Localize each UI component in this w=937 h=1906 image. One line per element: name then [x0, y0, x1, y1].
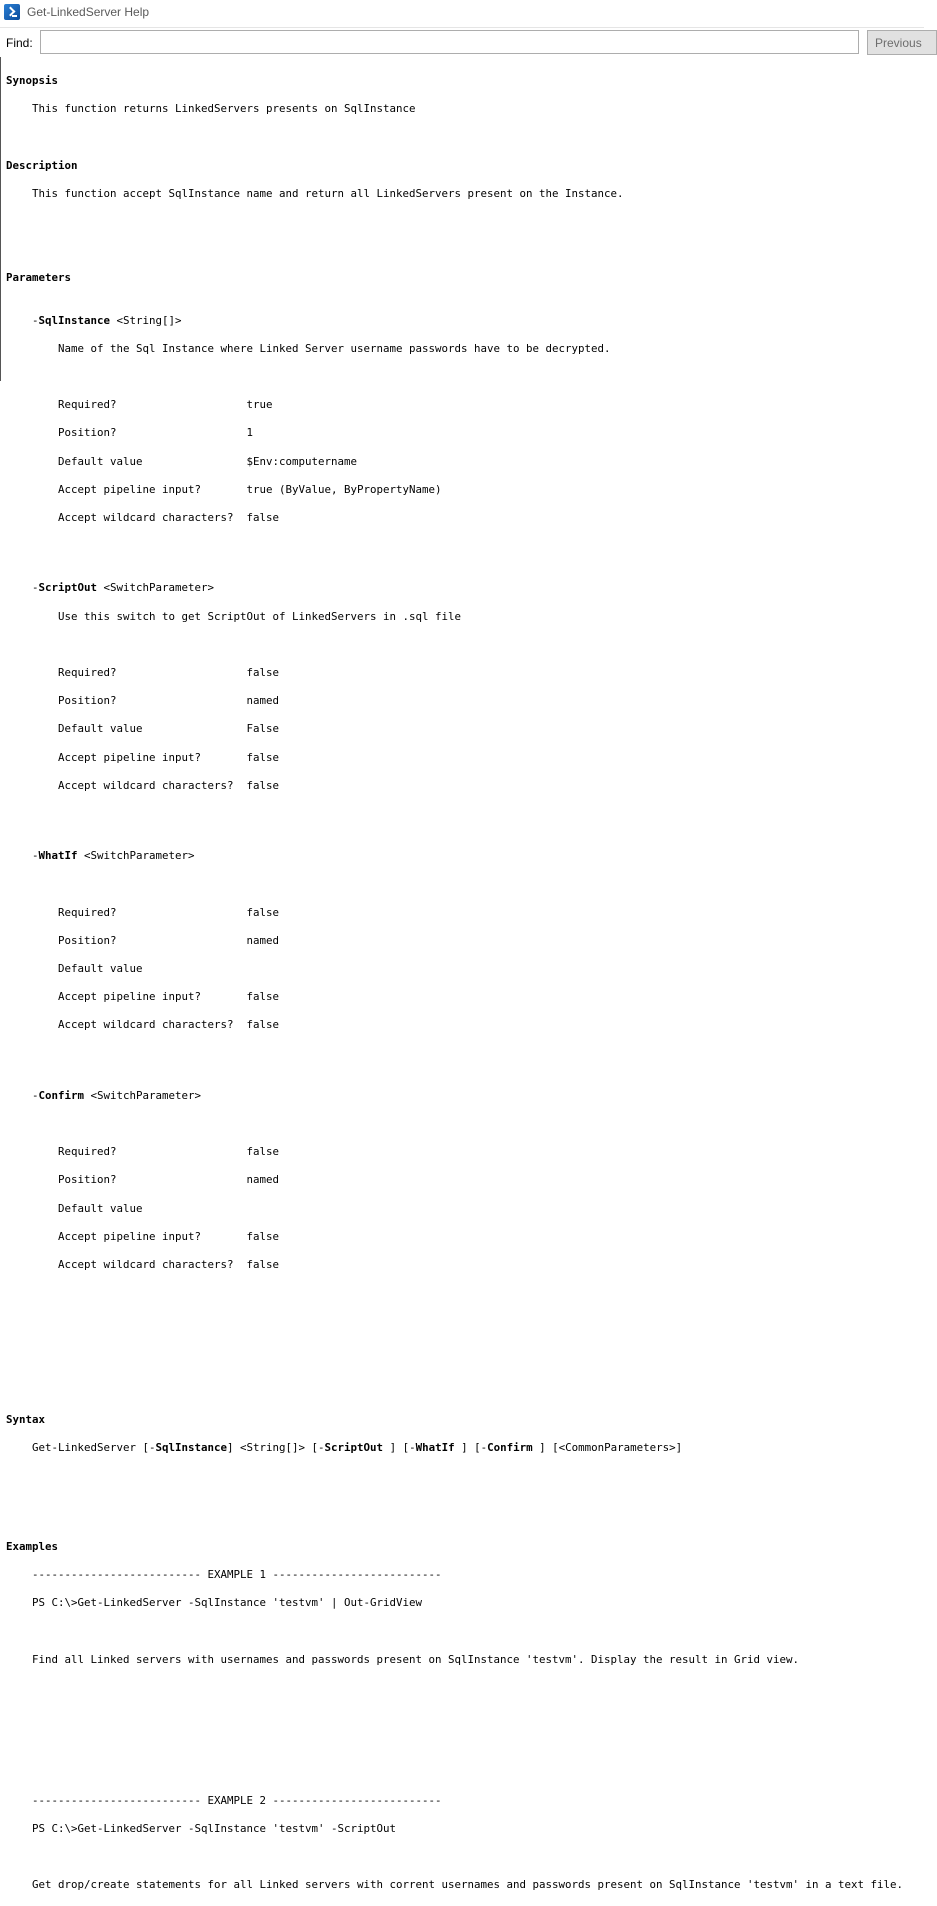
example-description: Find all Linked servers with usernames and passwords present on SqlInstance 'testvm'. Display the result in Grid view. [6, 1652, 800, 1666]
previous-button[interactable]: Previous [867, 30, 937, 55]
synopsis-text: This function returns LinkedServers presents on SqlInstance [6, 102, 416, 116]
find-bar [0, 27, 924, 58]
param-sqlinstance-header: -SqlInstance <String[]> [6, 313, 182, 327]
param-property: Accept wildcard characters? false [6, 778, 280, 792]
syntax-line: Get-LinkedServer [-SqlInstance] <String[]> [-ScriptOut ] [-WhatIf ] [-Confirm ] [<CommonParameters>] [6, 1441, 683, 1455]
param-property: Accept pipeline input? false [6, 750, 280, 764]
param-whatif-header: -WhatIf <SwitchParameter> [6, 849, 195, 863]
param-description: Name of the Sql Instance where Linked Server username passwords have to be decrypted. [6, 341, 611, 355]
syntax-heading: Syntax [6, 1413, 46, 1426]
description-heading: Description [6, 158, 78, 172]
example-header: -------------------------- EXAMPLE 2 -------------------------- [6, 1793, 442, 1807]
param-confirm-header: -Confirm <SwitchParameter> [6, 1088, 202, 1102]
param-property: Default value False [6, 722, 280, 736]
param-name: Confirm [38, 1088, 85, 1102]
param-property: Default value $Env:computername [6, 454, 358, 468]
example-code: PS C:\>Get-LinkedServer -SqlInstance 'testvm' -ScriptOut [6, 1821, 397, 1835]
find-input[interactable] [40, 30, 859, 54]
param-name: ScriptOut [38, 581, 98, 595]
param-description: Use this switch to get ScriptOut of LinkedServers in .sql file [6, 609, 462, 623]
param-property: Position? named [6, 933, 280, 947]
title-bar [0, 0, 924, 24]
find-label: Find: [6, 36, 33, 50]
param-property: Accept wildcard characters? false [6, 1257, 280, 1271]
parameters-heading: Parameters [6, 271, 72, 285]
example-header: -------------------------- EXAMPLE 1 -------------------------- [6, 1568, 442, 1582]
param-property: Position? named [6, 1173, 280, 1187]
examples-heading: Examples [6, 1539, 59, 1553]
description-text: This function accept SqlInstance name and return all LinkedServers present on the Instance. [6, 186, 624, 200]
window-edge [0, 57, 1, 381]
powershell-icon [4, 4, 20, 20]
param-property: Accept pipeline input? true (ByValue, ByPropertyName) [6, 482, 442, 496]
window-title: Get-LinkedServer Help [27, 5, 150, 19]
param-property: Position? 1 [6, 426, 254, 440]
param-property: Required? false [6, 666, 280, 680]
param-name: WhatIf [38, 849, 78, 863]
param-property: Required? true [6, 398, 273, 412]
param-property: Accept wildcard characters? false [6, 511, 280, 524]
param-property: Position? named [6, 694, 280, 708]
help-content [6, 60, 922, 1906]
param-property: Accept pipeline input? false [6, 990, 280, 1004]
param-property: Required? false [6, 1145, 280, 1159]
param-property: Accept pipeline input? false [6, 1229, 280, 1243]
param-property: Accept wildcard characters? false [6, 1018, 280, 1032]
example-description: Get drop/create statements for all Linked servers with corrent usernames and passwords present on SqlInstance 'testvm' in a text file. [6, 1878, 904, 1892]
param-property: Default value [6, 1201, 143, 1215]
example-code: PS C:\>Get-LinkedServer -SqlInstance 'testvm' | Out-GridView [6, 1596, 423, 1610]
param-scriptout-header: -ScriptOut <SwitchParameter> [6, 581, 215, 595]
synopsis-heading: Synopsis [6, 74, 59, 88]
param-property: Default value [6, 962, 143, 975]
param-property: Required? false [6, 905, 280, 919]
param-name: SqlInstance [38, 313, 111, 327]
